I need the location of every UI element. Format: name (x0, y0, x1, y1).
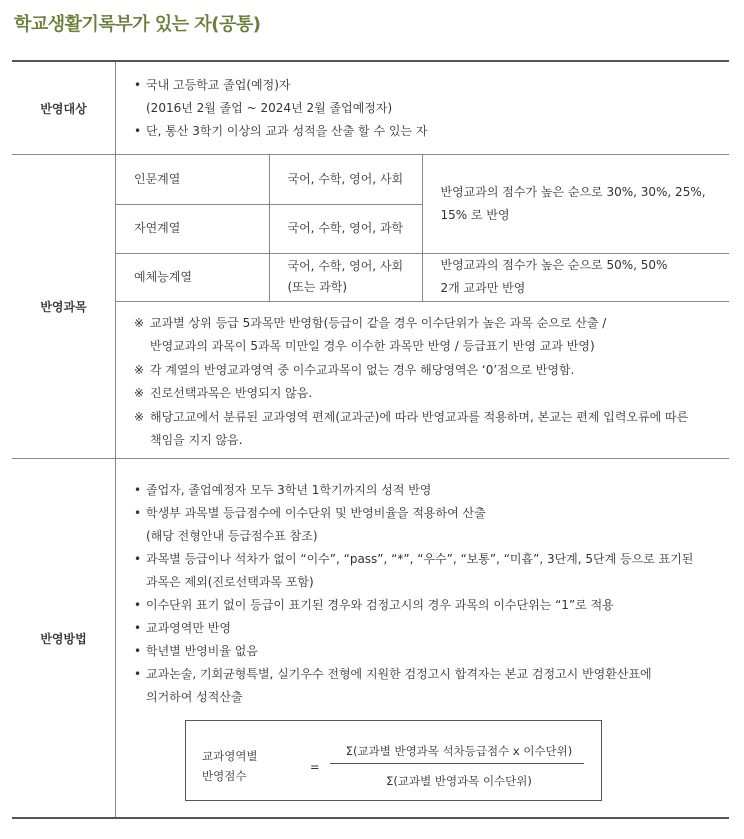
note-line1: 각 계열의 반영교과영역 중 이수교과목이 없는 경우 해당영역은 ‘0’점으로 반영함. (150, 362, 575, 377)
method-content (116, 459, 729, 817)
bullet-icon: • (134, 598, 142, 612)
subjects-cell: 국어, 수학, 영어, 과학 (269, 204, 422, 253)
note-mark-icon: ※ (134, 386, 145, 400)
formula-box (185, 720, 602, 801)
subjects-cell (269, 253, 422, 301)
subjects-line1: 국어, 수학, 영어, 사회 (287, 259, 404, 273)
formula-label (202, 746, 258, 786)
list-item (132, 594, 729, 617)
subjects-line2: (또는 과학) (287, 280, 348, 294)
note-item (134, 359, 729, 383)
note-mark-icon: ※ (134, 315, 145, 330)
rule-b-line1: 반영교과의 점수가 높은 순으로 50%, 50% (440, 258, 668, 272)
bullet-icon: • (134, 552, 142, 566)
track-cell: 인문계열 (116, 155, 269, 204)
bullet-icon: • (134, 644, 142, 658)
track-cell: 예체능계열 (116, 253, 269, 301)
list-item (132, 617, 729, 640)
page-title: 학교생활기록부가 있는 자(공통) (14, 14, 261, 35)
note-line1: 진로선택과목은 반영되지 않음. (150, 386, 313, 400)
list-item (132, 663, 729, 709)
target-content (116, 62, 729, 154)
method-item-text: 학생부 과목별 등급점수에 이수단위 및 반영비율을 적용하여 산출 (146, 506, 486, 520)
rule-a-line2: 15% 로 반영 (440, 207, 510, 222)
list-item (132, 74, 729, 120)
method-item-sub: 의거하여 성적산출 (146, 690, 243, 704)
method-item-text: 교과영역만 반영 (146, 621, 231, 635)
rule-cell-b (422, 253, 729, 301)
target-item-text: 단, 통산 3학기 이상의 교과 성적을 산출 할 수 있는 자 (146, 124, 428, 138)
list-item (132, 120, 729, 143)
fraction-line (330, 763, 584, 764)
formula-label-line2: 반영점수 (202, 769, 247, 783)
note-line2: 책임을 지지 않음. (150, 433, 243, 447)
target-item-sub: (2016년 2월 졸업 ~ 2024년 2월 졸업예정자) (146, 101, 393, 115)
rule-a-line1: 반영교과의 점수가 높은 순으로 30%, 30%, 25%, (440, 184, 706, 199)
table-row (116, 253, 729, 301)
note-line1: 교과별 상위 등급 5과목만 반영함(등급이 같을 경우 이수단위가 높은 과목 순으로 산출 / (150, 315, 607, 330)
track-cell: 자연계열 (116, 204, 269, 253)
rule-b-line2: 2개 교과만 반영 (440, 281, 526, 295)
method-heading: 반영방법 (12, 459, 116, 817)
note-mark-icon: ※ (134, 362, 145, 377)
subjects-content (116, 155, 729, 458)
note-item (134, 406, 729, 453)
method-item-text: 학년별 반영비율 없음 (146, 644, 258, 658)
method-item-text: 이수단위 표기 없이 등급이 표기된 경우와 검정고시의 경우 과목의 이수단위는 “1”로 적용 (146, 598, 614, 612)
subjects-notes (116, 302, 729, 453)
list-item (132, 502, 729, 548)
method-item-sub: (해당 전형안내 등급점수표 참조) (146, 529, 318, 543)
method-row (12, 459, 729, 817)
target-item-text: 국내 고등학교 졸업(예정)자 (146, 78, 291, 92)
bullet-icon: • (134, 483, 142, 497)
formula-numerator: Σ(교과별 반영과목 석차등급점수 x 이수단위) (345, 744, 573, 758)
bullet-icon: • (134, 124, 142, 138)
table-row (116, 155, 729, 204)
method-item-text: 교과논술, 기회균형특별, 실기우수 전형에 지원한 검정고시 합격자는 본교 검정고시 반영환산표에 (146, 667, 652, 681)
formula-label-line1: 교과영역별 (202, 749, 258, 763)
subjects-heading: 반영과목 (12, 155, 116, 458)
method-list (132, 479, 729, 709)
target-list (132, 74, 729, 143)
method-item-sub: 과목은 제외(진로선택과목 포함) (146, 575, 314, 589)
bullet-icon: • (134, 667, 142, 681)
subjects-cell: 국어, 수학, 영어, 사회 (269, 155, 422, 204)
bullet-icon: • (134, 78, 142, 92)
bullet-icon: • (134, 506, 142, 520)
formula-denominator: Σ(교과별 반영과목 이수단위) (386, 774, 532, 788)
subjects-row (12, 155, 729, 459)
note-line1: 해당고교에서 분류된 교과영역 편제(교과군)에 따라 반영교과를 적용하며, 본교는 편제 입력오류에 따른 (150, 409, 689, 424)
rule-cell-a (422, 155, 729, 253)
note-line2: 반영교과의 과목이 5과목 미만일 경우 이수한 과목만 반영 / 등급표기 반영 교과 반영) (150, 339, 595, 353)
bullet-icon: • (134, 621, 142, 635)
method-item-text: 과목별 등급이나 석차가 없이 “이수”, “pass”, “*”, “우수”, “보통”, “미흡”, 3단계, 5단계 등으로 표기된 (146, 552, 694, 566)
list-item (132, 640, 729, 663)
list-item (132, 479, 729, 502)
method-item-text: 졸업자, 졸업예정자 모두 3학년 1학기까지의 성적 반영 (146, 483, 432, 497)
formula-equals: = (310, 760, 320, 774)
admission-criteria-table (12, 60, 729, 819)
note-item (134, 382, 729, 406)
subjects-table (116, 155, 729, 302)
note-mark-icon: ※ (134, 409, 145, 424)
list-item (132, 548, 729, 594)
target-row (12, 62, 729, 155)
target-heading: 반영대상 (12, 62, 116, 154)
note-item (134, 312, 729, 359)
